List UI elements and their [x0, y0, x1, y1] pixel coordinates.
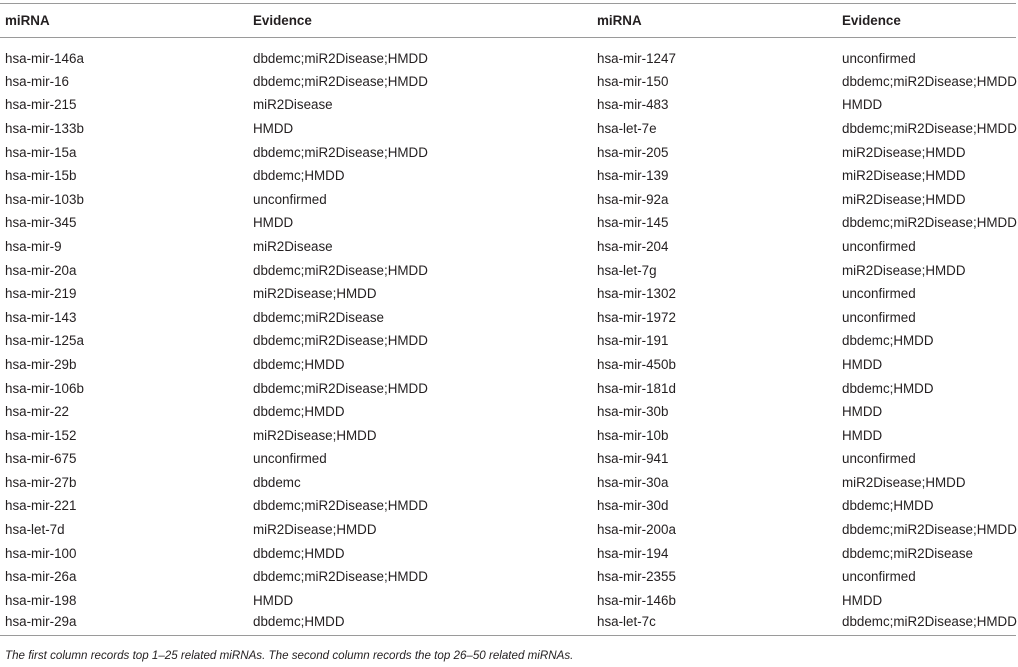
evidence-cell: dbdemc;miR2Disease;HMDD — [253, 498, 428, 514]
evidence-cell: dbdemc;miR2Disease;HMDD — [253, 50, 428, 66]
evidence-cell: dbdemc;HMDD — [253, 168, 345, 184]
evidence-cell: unconfirmed — [842, 286, 916, 302]
table-row — [0, 235, 1016, 259]
mirna-cell: hsa-mir-345 — [5, 215, 77, 231]
evidence-cell: miR2Disease — [253, 97, 333, 113]
mirna-cell: hsa-mir-1247 — [597, 50, 676, 66]
mirna-cell: hsa-mir-30b — [597, 404, 669, 420]
mirna-cell: hsa-mir-103b — [5, 191, 84, 207]
table-row — [0, 305, 1016, 329]
evidence-cell: HMDD — [842, 97, 883, 113]
table-footnote: The first column records top 1–25 related miRNAs. The second column records the top 26–50 related miRNAs. — [5, 649, 574, 662]
evidence-cell: unconfirmed — [253, 451, 327, 467]
table-row — [0, 400, 1016, 424]
evidence-cell: dbdemc;HMDD — [842, 380, 934, 396]
evidence-cell: dbdemc;miR2Disease;HMDD — [842, 73, 1017, 89]
mirna-cell: hsa-mir-30a — [597, 474, 669, 490]
mirna-cell: hsa-mir-100 — [5, 545, 77, 561]
mirna-cell: hsa-mir-9 — [5, 238, 62, 254]
evidence-cell: HMDD — [253, 592, 294, 608]
table-row — [0, 258, 1016, 282]
evidence-cell: unconfirmed — [842, 569, 916, 585]
evidence-cell: miR2Disease;HMDD — [253, 427, 377, 443]
mirna-cell: hsa-mir-145 — [597, 215, 669, 231]
evidence-cell: dbdemc;miR2Disease;HMDD — [842, 120, 1017, 136]
mirna-cell: hsa-mir-139 — [597, 168, 669, 184]
header-evidence-2: Evidence — [837, 4, 1016, 38]
evidence-cell: dbdemc;HMDD — [253, 545, 345, 561]
evidence-cell: HMDD — [253, 215, 294, 231]
mirna-cell: hsa-mir-146b — [597, 592, 676, 608]
table-row — [0, 589, 1016, 613]
header-evidence-1: Evidence — [248, 4, 592, 38]
evidence-cell: dbdemc;miR2Disease;HMDD — [253, 144, 428, 160]
evidence-cell: dbdemc;HMDD — [842, 498, 934, 514]
mirna-cell: hsa-mir-941 — [597, 451, 669, 467]
evidence-cell: HMDD — [842, 356, 883, 372]
evidence-cell: miR2Disease — [253, 238, 333, 254]
header-mirna-1: miRNA — [0, 4, 248, 38]
evidence-cell: unconfirmed — [842, 238, 916, 254]
mirna-cell: hsa-mir-1302 — [597, 286, 676, 302]
mirna-cell: hsa-mir-20a — [5, 262, 77, 278]
table-row — [0, 282, 1016, 306]
table-row — [0, 376, 1016, 400]
evidence-cell: miR2Disease;HMDD — [842, 262, 966, 278]
table-row — [0, 70, 1016, 94]
evidence-cell: dbdemc;HMDD — [248, 612, 592, 636]
evidence-cell: unconfirmed — [842, 50, 916, 66]
table-row — [0, 471, 1016, 495]
table-row — [0, 494, 1016, 518]
header-mirna-2: miRNA — [592, 4, 837, 38]
evidence-cell: HMDD — [842, 404, 883, 420]
evidence-cell: dbdemc;miR2Disease;HMDD — [253, 569, 428, 585]
mirna-cell: hsa-mir-219 — [5, 286, 77, 302]
table-body — [0, 38, 1016, 636]
evidence-cell: miR2Disease;HMDD — [842, 191, 966, 207]
mirna-cell: hsa-mir-675 — [5, 451, 77, 467]
mirna-cell: hsa-mir-146a — [5, 50, 84, 66]
mirna-cell: hsa-mir-15b — [5, 168, 77, 184]
evidence-cell: dbdemc;HMDD — [253, 356, 345, 372]
mirna-cell: hsa-mir-194 — [597, 545, 669, 561]
mirna-cell: hsa-mir-198 — [5, 592, 77, 608]
table-row — [0, 93, 1016, 117]
mirna-cell: hsa-mir-16 — [5, 73, 69, 89]
mirna-cell: hsa-mir-29a — [0, 612, 248, 636]
mirna-cell: hsa-let-7c — [592, 612, 837, 636]
mirna-cell: hsa-mir-483 — [597, 97, 669, 113]
mirna-cell: hsa-mir-26a — [5, 569, 77, 585]
mirna-cell: hsa-mir-133b — [5, 120, 84, 136]
mirna-cell: hsa-mir-215 — [5, 97, 77, 113]
table-row — [0, 541, 1016, 565]
evidence-cell: dbdemc;HMDD — [842, 333, 934, 349]
mirna-cell: hsa-mir-143 — [5, 309, 77, 325]
mirna-cell: hsa-mir-152 — [5, 427, 77, 443]
mirna-cell: hsa-mir-30d — [597, 498, 669, 514]
table-row — [0, 518, 1016, 542]
mirna-cell: hsa-mir-92a — [597, 191, 669, 207]
evidence-cell: dbdemc;miR2Disease;HMDD — [253, 380, 428, 396]
mirna-cell: hsa-mir-22 — [5, 404, 69, 420]
mirna-cell: hsa-mir-15a — [5, 144, 77, 160]
mirna-cell: hsa-mir-450b — [597, 356, 676, 372]
evidence-cell: dbdemc;HMDD — [253, 404, 345, 420]
evidence-cell: miR2Disease;HMDD — [842, 144, 966, 160]
evidence-cell: dbdemc;miR2Disease;HMDD — [842, 522, 1017, 538]
table-row — [0, 211, 1016, 235]
table-row — [0, 117, 1016, 141]
evidence-cell: dbdemc;miR2Disease;HMDD — [253, 333, 428, 349]
mirna-cell: hsa-mir-1972 — [597, 309, 676, 325]
mirna-cell: hsa-mir-204 — [597, 238, 669, 254]
mirna-cell: hsa-mir-27b — [5, 474, 77, 490]
mirna-cell: hsa-let-7e — [597, 120, 657, 136]
mirna-cell: hsa-mir-181d — [597, 380, 676, 396]
mirna-cell: hsa-let-7d — [5, 522, 65, 538]
table-row — [0, 329, 1016, 353]
evidence-cell: dbdemc;miR2Disease;HMDD — [837, 612, 1016, 636]
evidence-cell: HMDD — [253, 120, 294, 136]
table-row — [0, 164, 1016, 188]
table-row — [0, 423, 1016, 447]
table-row — [0, 140, 1016, 164]
evidence-cell: unconfirmed — [253, 191, 327, 207]
mirna-cell: hsa-mir-221 — [5, 498, 77, 514]
mirna-cell: hsa-let-7g — [597, 262, 657, 278]
evidence-cell: dbdemc — [253, 474, 301, 490]
mirna-cell: hsa-mir-125a — [5, 333, 84, 349]
evidence-cell: miR2Disease;HMDD — [842, 474, 966, 490]
table-row — [0, 187, 1016, 211]
mirna-cell: hsa-mir-106b — [5, 380, 84, 396]
mirna-cell: hsa-mir-200a — [597, 522, 676, 538]
mirna-cell: hsa-mir-10b — [597, 427, 669, 443]
table-row — [0, 565, 1016, 589]
header-row — [0, 4, 1016, 38]
evidence-cell: HMDD — [842, 592, 883, 608]
mirna-cell: hsa-mir-150 — [597, 73, 669, 89]
evidence-cell: miR2Disease;HMDD — [253, 286, 377, 302]
table-row — [0, 38, 1016, 70]
evidence-cell: HMDD — [842, 427, 883, 443]
mirna-evidence-table — [0, 3, 1016, 636]
evidence-cell: dbdemc;miR2Disease;HMDD — [253, 262, 428, 278]
table-row — [0, 353, 1016, 377]
mirna-cell: hsa-mir-205 — [597, 144, 669, 160]
mirna-cell: hsa-mir-29b — [5, 356, 77, 372]
mirna-cell: hsa-mir-2355 — [597, 569, 676, 585]
evidence-cell: miR2Disease;HMDD — [842, 168, 966, 184]
evidence-cell: dbdemc;miR2Disease;HMDD — [253, 73, 428, 89]
evidence-cell: dbdemc;miR2Disease;HMDD — [842, 215, 1017, 231]
evidence-cell: miR2Disease;HMDD — [253, 522, 377, 538]
evidence-cell: dbdemc;miR2Disease — [253, 309, 384, 325]
table-row — [0, 612, 1016, 636]
table-header — [0, 4, 1016, 38]
table-row — [0, 447, 1016, 471]
mirna-cell: hsa-mir-191 — [597, 333, 669, 349]
evidence-cell: unconfirmed — [842, 451, 916, 467]
evidence-cell: unconfirmed — [842, 309, 916, 325]
evidence-cell: dbdemc;miR2Disease — [842, 545, 973, 561]
